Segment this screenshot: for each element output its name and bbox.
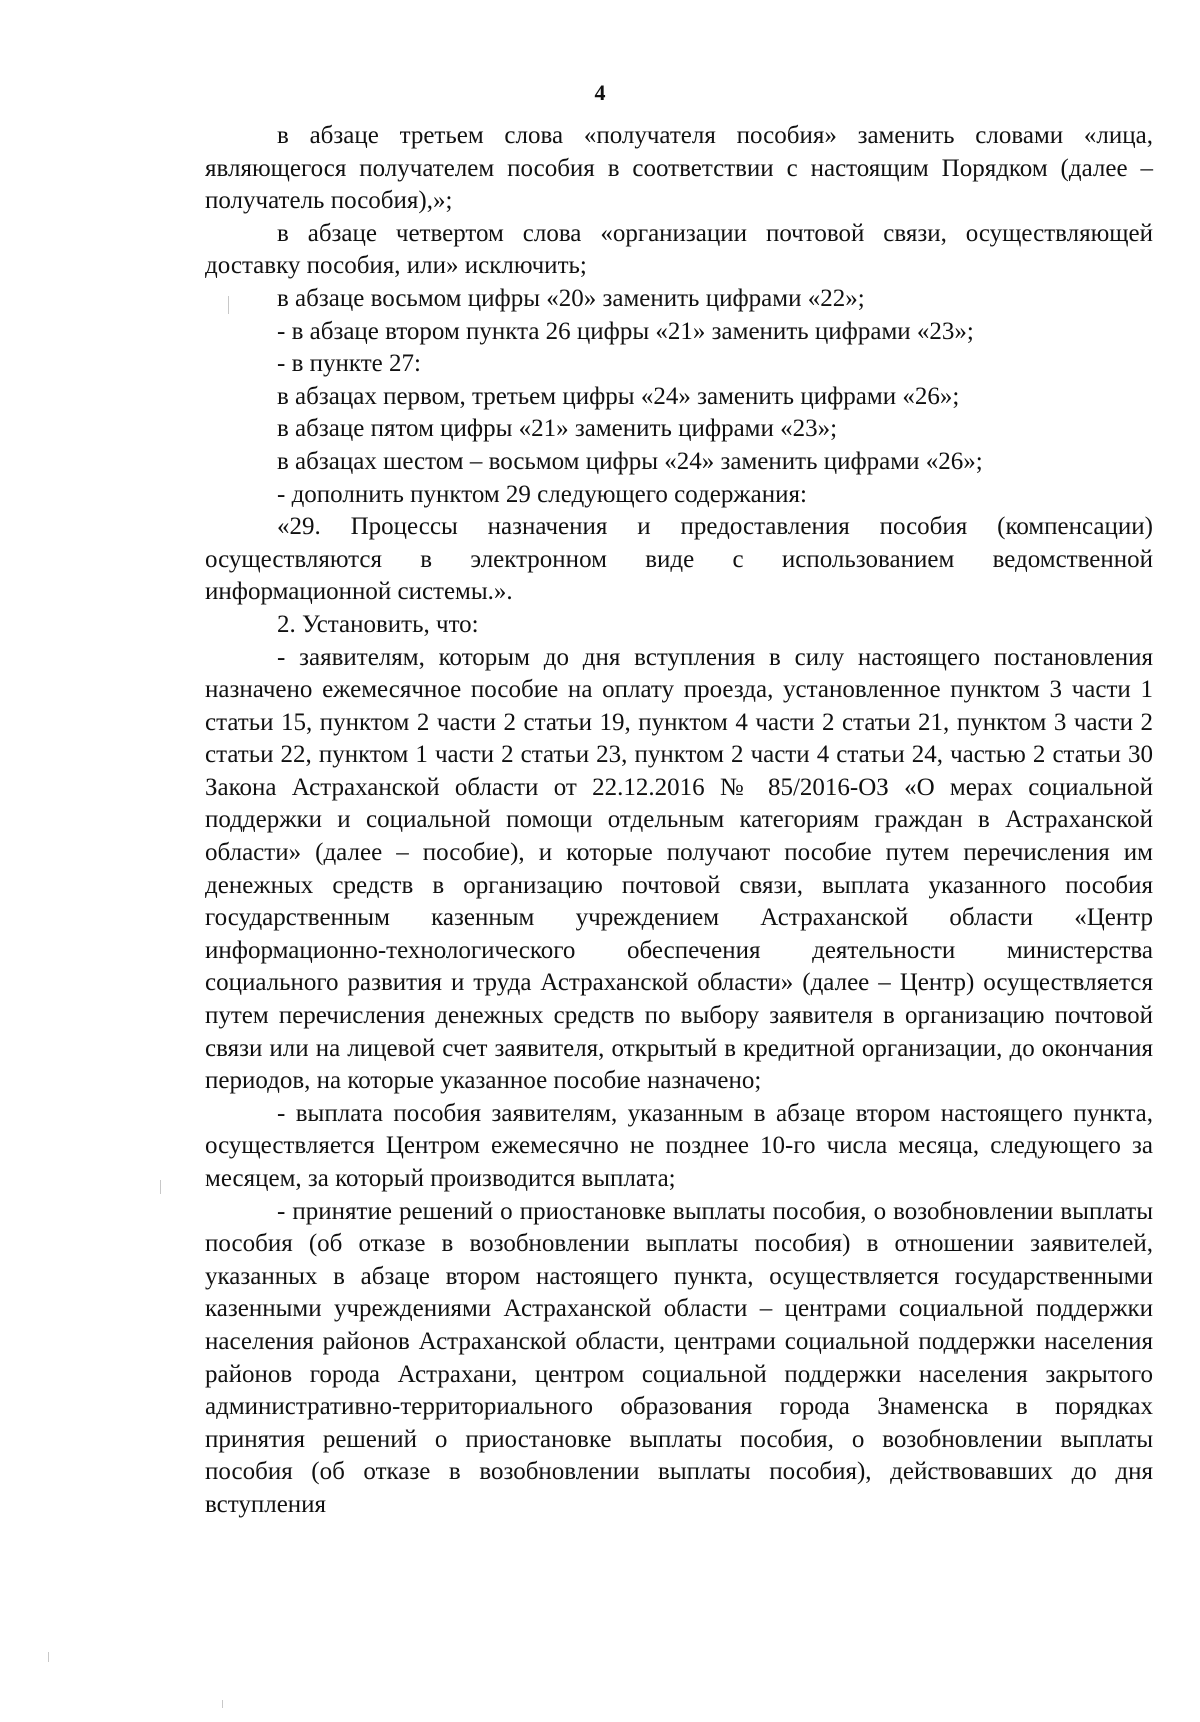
page-number: 4: [594, 80, 606, 105]
paragraph: 2. Установить, что:: [277, 610, 479, 638]
paragraph: в абзацах шестом – восьмом цифры «24» заменить цифрами «26»;: [277, 447, 983, 475]
paragraph: - в пункте 27:: [277, 350, 421, 378]
paragraph: в абзаце четвертом слова «организации почтовой связи, осуществляющей доставку пособия, или» исключить;: [205, 219, 1153, 280]
paragraph: - в абзаце втором пункта 26 цифры «21» заменить цифрами «23»;: [277, 317, 974, 345]
scan-artifact: [48, 1652, 49, 1662]
scan-artifact: [222, 1700, 223, 1708]
paragraph: в абзаце восьмом цифры «20» заменить цифрами «22»;: [277, 284, 865, 312]
paragraph: в абзаце пятом цифры «21» заменить цифрами «23»;: [277, 415, 838, 443]
paragraph: - дополнить пунктом 29 следующего содержания:: [277, 480, 807, 508]
paragraph: в абзаце третьем слова «получателя пособия» заменить словами «лица, являющегося получателем пособия в соответствии с настоящим Порядком (далее – получатель пособия),»;: [205, 122, 1153, 215]
paragraph: - выплата пособия заявителям, указанным в абзаце втором настоящего пункта, осуществляется Центром ежемесячно не позднее 10-го числа месяца, следующего за месяцем, за который производится выплата;: [205, 1099, 1153, 1192]
scan-artifact: [160, 1180, 161, 1194]
scan-artifact: [228, 296, 229, 314]
document-body: [205, 120, 1153, 1522]
paragraph: «29. Процессы назначения и предоставления пособия (компенсации) осуществляются в электронном виде с использованием ведомственной информационной системы.».: [205, 513, 1153, 606]
paragraph: - заявителям, которым до дня вступления в силу настоящего постановления назначено ежемесячное пособие на оплату проезда, установленное пунктом 3 части 1 статьи 15, пунктом 2 части 2 статьи 19, пунктом 4 части 2 статьи 21, пунктом 3 части 2 статьи 22, пунктом 1 части 2 статьи 23, пунктом 2 части 4 статьи 24, частью 2 статьи 30 Закона Астраханской области от 22.12.2016 № 85/2016-ОЗ «О мерах социальной поддержки и социальной помощи отдельным категориям граждан в Астраханской области» (далее – пособие), и которые получают пособие путем перечисления им денежных средств в организацию почтовой связи, выплата указанного пособия государственным казенным учреждением Астраханской области «Центр информационно-технологического обеспечения деятельности министерства социального развития и труда Астраханской области» (далее – Центр) осуществляется путем перечисления денежных средств по выбору заявителя в организацию почтовой связи или на лицевой счет заявителя, открытый в кредитной организации, до окончания периодов, на которые указанное пособие назначено;: [205, 643, 1153, 1095]
paragraph: - принятие решений о приостановке выплаты пособия, о возобновлении выплаты пособия (об отказе в возобновлении выплаты пособия) в отношении заявителей, указанных в абзаце втором настоящего пункта, осуществляется государственными казенными учреждениями Астраханской области – центрами социальной поддержки населения районов Астраханской области, центрами социальной поддержки населения районов города Астрахани, центром социальной поддержки населения закрытого административно-территориального образования города Знаменска в порядках принятия решений о приостановке выплаты пособия, о возобновлении выплаты пособия (об отказе в возобновлении выплаты пособия), действовавших до дня вступления: [205, 1197, 1153, 1518]
paragraph: в абзацах первом, третьем цифры «24» заменить цифрами «26»;: [277, 382, 960, 410]
